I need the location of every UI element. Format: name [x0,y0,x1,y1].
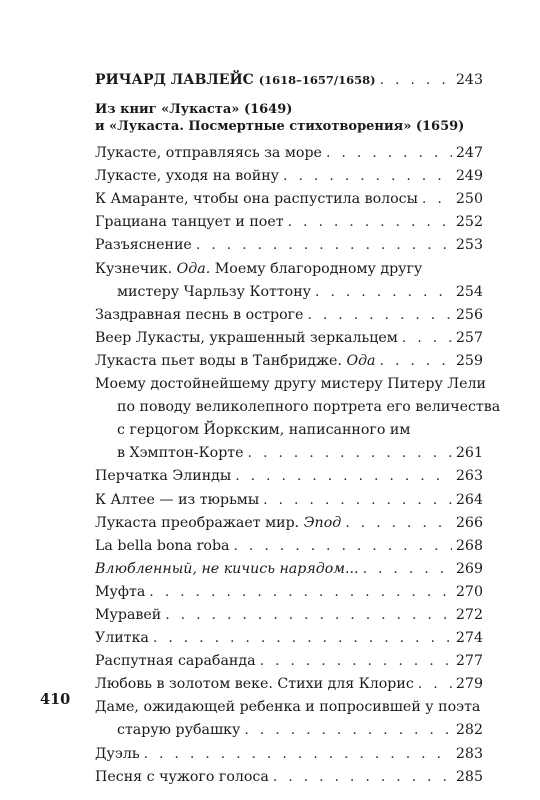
toc-entry [95,720,483,740]
page-number: 274 [455,630,483,647]
source-line: и «Лукаста. Посмертные стихотворения» (1659) [95,119,465,135]
page-number: 263 [455,468,483,485]
leader-dots [196,235,452,255]
toc-entry-line: по поводу великолепного портрета его величества [117,399,501,416]
page-number: 268 [455,537,483,554]
entry-title: в Хэмптон-Корте [117,445,244,462]
toc-entry-line: Моему достойнейшему другу мистеру Питеру Лели [95,376,487,393]
entry-title: Лукасте, отправляясь за море [95,145,322,162]
table-of-contents [95,70,501,790]
entry-title: Грациана танцует и поет [95,214,284,231]
entry-title: Муравей [95,606,162,623]
page-number: 250 [455,191,483,208]
entry-title: Разъяснение [95,237,192,254]
page-number: 257 [455,329,483,346]
toc-entry [95,305,483,325]
entry-title: Лукасте, уходя на войну [95,168,280,185]
leader-dots [235,466,452,486]
leader-dots [380,351,452,371]
toc-entry [95,605,483,625]
entry-title: Лукаста пьет воды в Танбридже. Ода [95,352,376,369]
toc-entry [95,189,483,209]
page-number: 277 [455,653,483,670]
toc-entry [95,674,483,694]
folio-page-number: 410 [40,691,71,708]
leader-dots [345,513,452,533]
toc-entry [95,559,483,579]
entry-title: Лукаста преображает мир. Эпод [95,514,342,531]
leader-dots [263,490,452,510]
toc-entry [95,651,483,671]
page-number: 264 [455,491,483,508]
entry-title: Любовь в золотом веке. Стихи для Клорис [95,676,414,693]
page-number: 254 [455,283,483,300]
source-line: Из книг «Лукаста» (1649) [95,102,293,118]
entry-title: La bella bona roba [95,537,230,554]
leader-dots [165,605,452,625]
leader-dots [422,189,452,209]
toc-entry [95,513,483,533]
entry-title: Заздравная песнь в остроге [95,306,304,323]
toc-entry [95,166,483,186]
toc-entry [95,744,483,764]
leader-dots [288,212,452,232]
page-number: 247 [455,145,483,162]
leader-dots [380,70,452,90]
leader-dots [153,628,452,648]
leader-dots [149,582,452,602]
page-number: 272 [455,606,483,623]
toc-entry-line: Даме, ожидающей ребенка и попросившей у поэта [95,699,481,716]
toc-entry-line: с герцогом Йоркским, написанного им [117,422,411,439]
entry-title: К Амаранте, чтобы она распустила волосы [95,191,418,208]
leader-dots [402,328,452,348]
leader-dots [144,744,452,764]
entry-title: Влюбленный, не кичись нарядом... [95,560,359,577]
leader-dots [326,143,452,163]
leader-dots [307,305,451,325]
page-number: 269 [455,560,483,577]
leader-dots [283,166,452,186]
toc-entry [95,143,483,163]
author-heading [95,70,483,90]
leader-dots [273,767,452,787]
entry-title: Распутная сарабанда [95,653,256,670]
leader-dots [363,559,452,579]
toc-entry [95,235,483,255]
page-number: 283 [455,745,483,762]
leader-dots [234,536,452,556]
toc-entry [95,536,483,556]
toc-entry [95,328,483,348]
page-number: 282 [455,722,483,739]
entry-title: Перчатка Элинды [95,468,232,485]
entry-title: К Алтее — из тюрьмы [95,491,260,508]
leader-dots [260,651,452,671]
toc-entry [95,582,483,602]
entry-title: Дуэль [95,745,140,762]
toc-entry [95,767,483,787]
toc-entry [95,628,483,648]
leader-dots [418,674,452,694]
entry-title: Веер Лукасты, украшенный зеркальцем [95,329,398,346]
toc-entry [95,282,483,302]
page-number: 256 [455,306,483,323]
entry-title: Песня с чужого голоса [95,768,269,785]
entry-title: мистеру Чарльзу Коттону [117,283,312,300]
entry-title: Муфта [95,583,146,600]
page-number: 259 [455,352,483,369]
page-number: 270 [455,583,483,600]
page-number: 279 [455,676,483,693]
entry-title: Улитка [95,630,149,647]
page-number: 243 [455,72,483,88]
leader-dots [244,720,452,740]
leader-dots [248,443,452,463]
toc-entry-line: Кузнечик. Ода. Моему благородному другу [95,260,423,277]
page-number: 252 [455,214,483,231]
page-number: 285 [455,768,483,785]
entry-title: старую рубашку [117,722,241,739]
leader-dots [315,282,452,302]
toc-entry [95,466,483,486]
page-number: 249 [455,168,483,185]
page-number: 261 [455,445,483,462]
author-dates: (1618–1657/1658) [258,73,376,87]
toc-entry [95,443,483,463]
toc-entry [95,351,483,371]
page-number: 266 [455,514,483,531]
toc-entry [95,490,483,510]
page-number: 253 [455,237,483,254]
toc-entry [95,212,483,232]
author-name: РИЧАРД ЛАВЛЕЙС [95,72,254,88]
